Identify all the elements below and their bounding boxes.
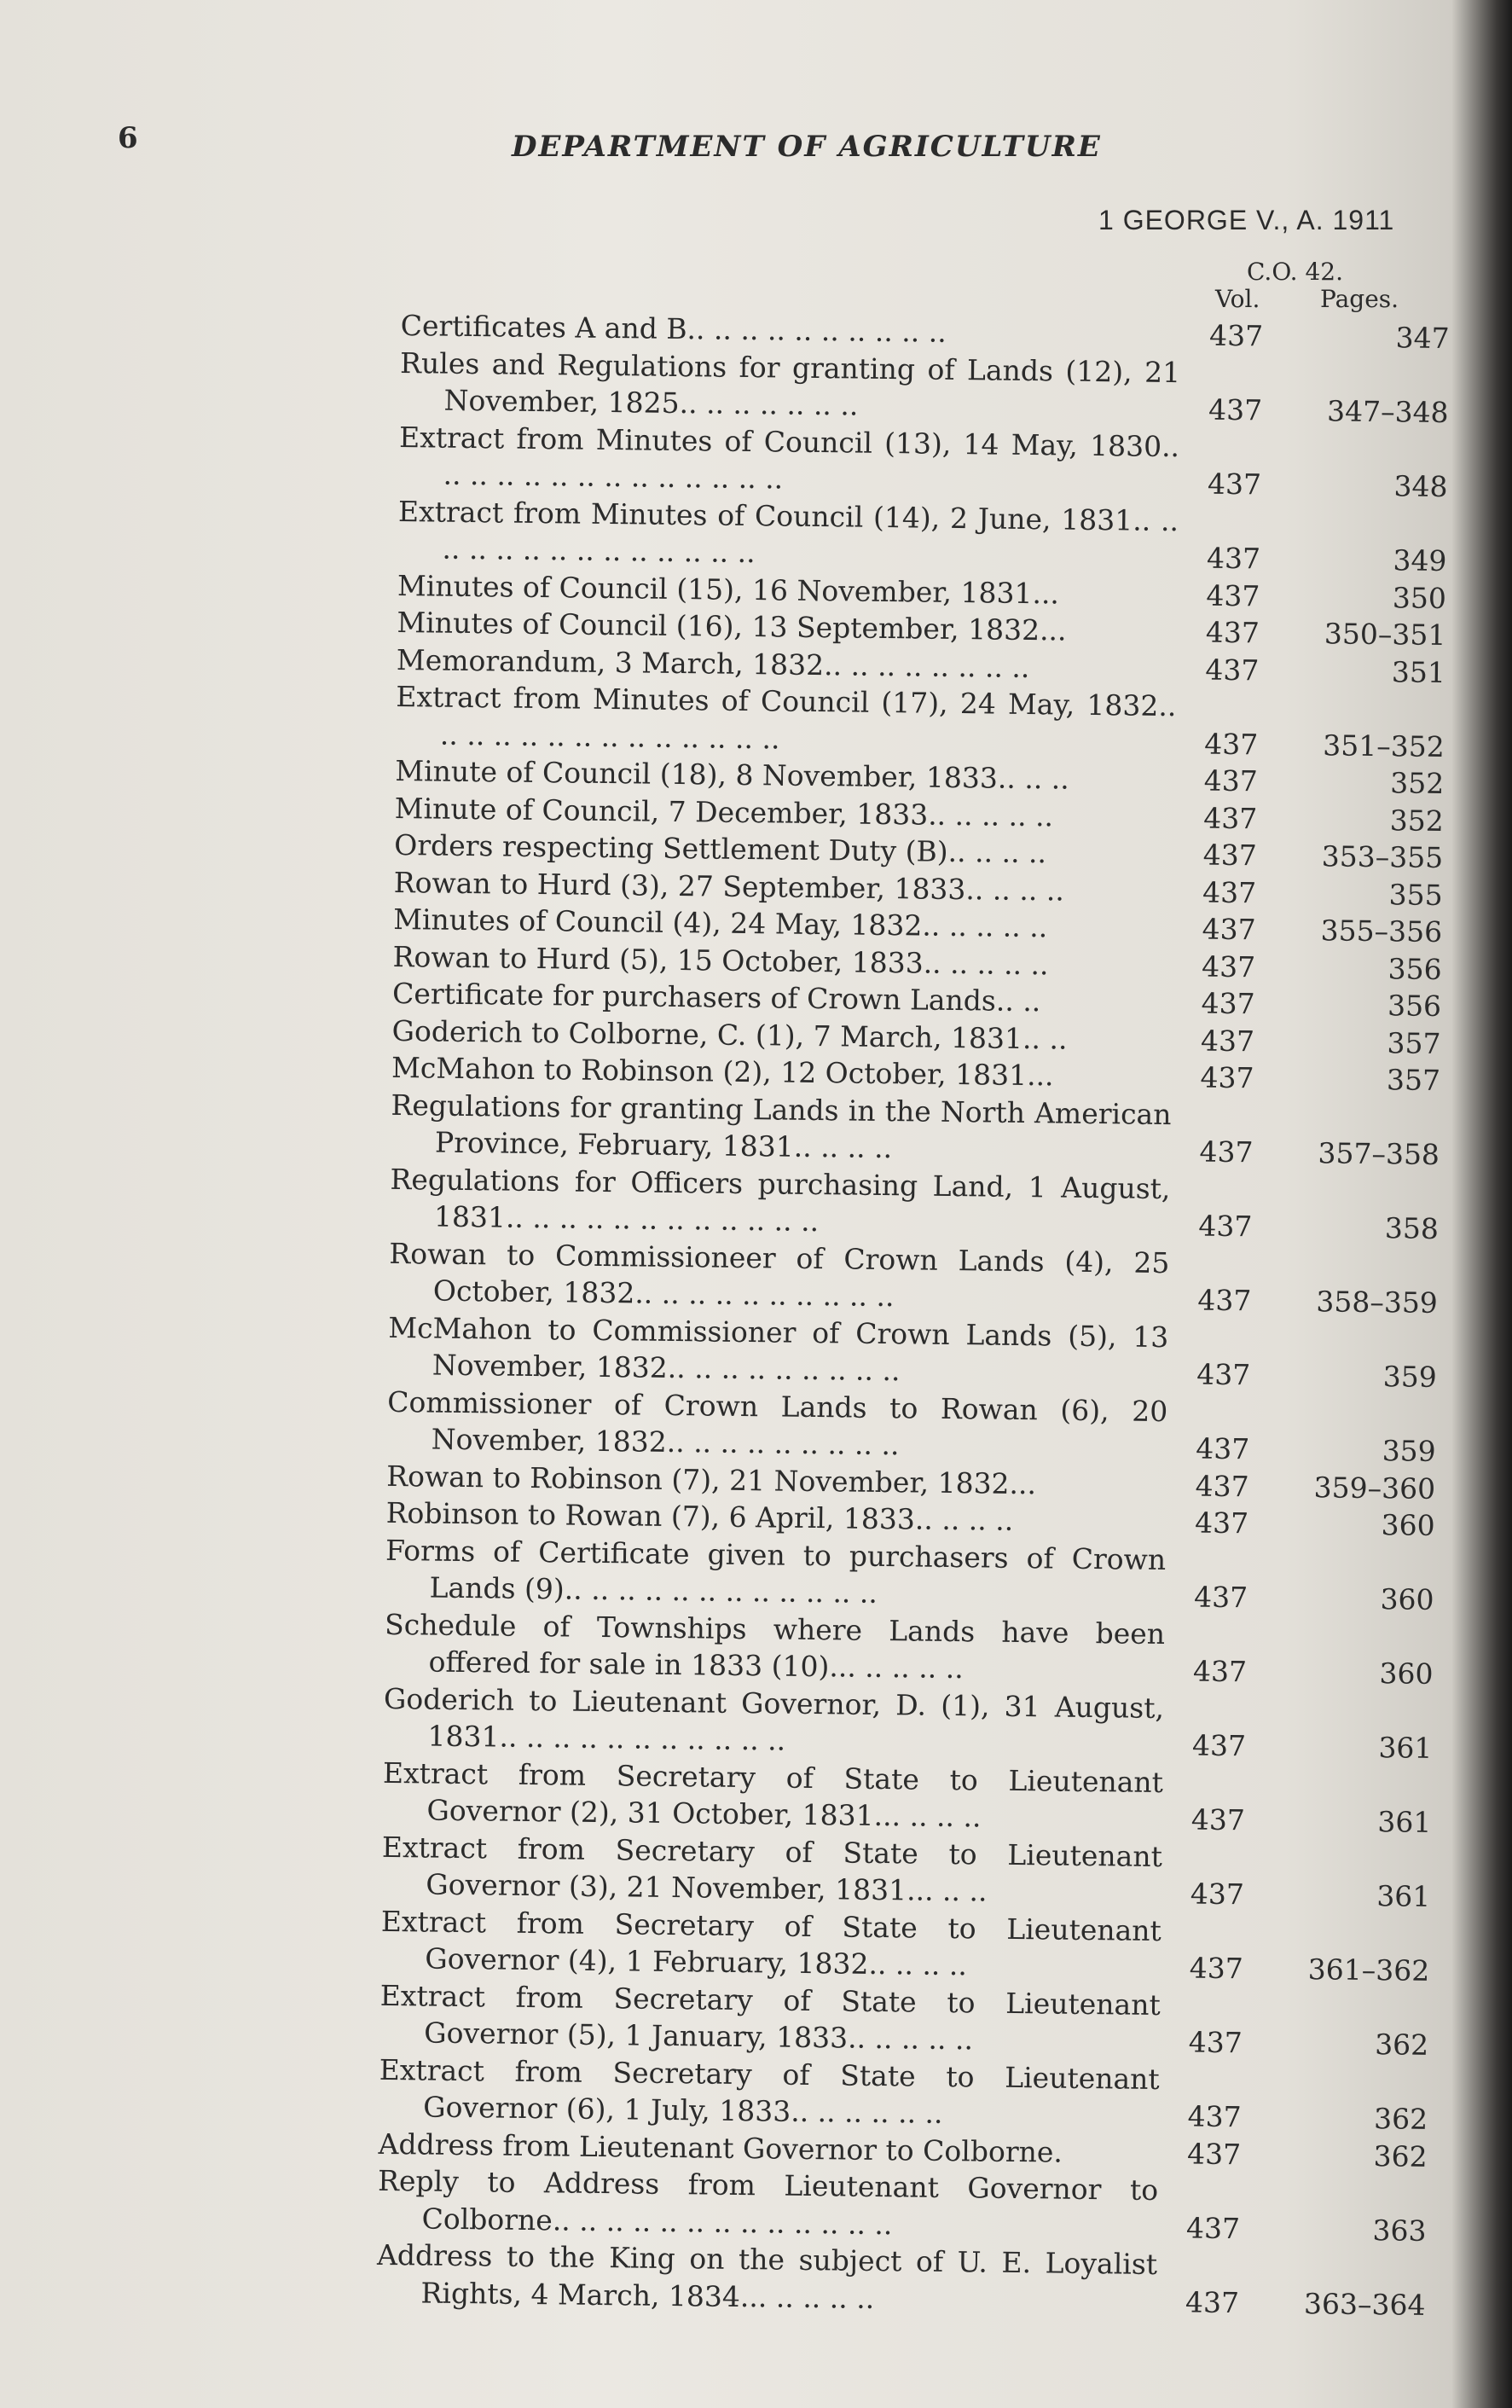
calendar-entries-list — [376, 307, 1450, 2324]
entry-title: Minute of Council, 7 December, 1833.. .. .. .. .. — [394, 791, 1054, 833]
entry-pages: 347 — [1395, 321, 1450, 356]
entry-pages: 361 — [1376, 1879, 1431, 1913]
entry-title: Minutes of Council (15), 16 November, 1831... — [397, 568, 1060, 610]
entry-volume: 437 — [1185, 2284, 1240, 2319]
list-item — [382, 1754, 1432, 1841]
entry-volume: 437 — [1205, 653, 1260, 687]
entry-volume: 437 — [1208, 392, 1263, 427]
entry-title: Goderich to Lieutenant Governor, D. (1), 31 August, 1831.. .. .. .. .. .. .. .. .. .. .. — [383, 1681, 1165, 1757]
entry-volume: 437 — [1201, 949, 1256, 984]
entry-title: Commissioner of Crown Lands to Rowan (6), 20 November, 1832.. .. .. .. .. .. .. .. .. — [387, 1384, 1168, 1462]
entry-volume: 437 — [1206, 541, 1261, 576]
entry-pages: 360 — [1381, 1508, 1435, 1542]
pages-column-heading: Pages. — [1320, 285, 1399, 313]
entry-title: Extract from Secretary of State to Lieutenant Governor (4), 1 February, 1832.. .. .. .. — [380, 1904, 1162, 1982]
entry-volume: 437 — [1197, 1283, 1252, 1318]
list-item — [384, 1605, 1434, 1692]
entry-volume: 437 — [1200, 1060, 1254, 1095]
entry-volume: 437 — [1205, 615, 1260, 650]
entry-pages: 361 — [1377, 1805, 1432, 1839]
entry-volume: 437 — [1195, 1431, 1250, 1466]
entry-pages: 358 — [1384, 1211, 1440, 1245]
vol-column-heading: Vol. — [1215, 285, 1260, 313]
entry-pages: 351 — [1391, 654, 1446, 689]
entry-title: Extract from Minutes of Council (13), 14 May, 1830.. .. .. .. .. .. .. .. .. .. .. .. .. .. — [398, 420, 1180, 496]
entry-pages: 356 — [1387, 951, 1442, 986]
entry-title: Rowan to Commissioneer of Crown Lands (4), 25 October, 1832.. .. .. .. .. .. .. .. .. .. — [389, 1236, 1170, 1314]
entry-pages: 348 — [1393, 469, 1448, 504]
entry-volume: 437 — [1200, 1024, 1255, 1058]
entry-title: McMahon to Commissioner of Crown Lands (5), 13 November, 1832.. .. .. .. .. .. .. .. .. — [388, 1310, 1169, 1388]
entry-volume: 437 — [1202, 912, 1256, 947]
entry-title: Certificate for purchasers of Crown Lands.. .. — [391, 976, 1041, 1018]
entry-title: Regulations for Officers purchasing Land, 1 August, 1831.. .. .. .. .. .. .. .. .. .. .. .. — [390, 1162, 1171, 1239]
entry-title: Address to the King on the subject of U. E. Loyalist Rights, 4 March, 1834... .. .. .. .. — [376, 2237, 1158, 2315]
entry-title: Rules and Regulations for granting of Lands (12), 21 November, 1825.. .. .. .. .. .. .. — [399, 345, 1181, 422]
entry-title: Extract from Minutes of Council (14), 2 June, 1831.. .. .. .. .. .. .. .. .. .. .. .. .. .. — [397, 494, 1179, 570]
list-item — [388, 1308, 1438, 1395]
entry-pages: 352 — [1390, 766, 1445, 800]
entry-volume: 437 — [1198, 1209, 1253, 1244]
entry-pages: 353–355 — [1321, 839, 1444, 874]
entry-volume: 437 — [1196, 1357, 1251, 1392]
entry-title: McMahon to Robinson (2), 12 October, 1831... — [391, 1050, 1054, 1093]
entry-title: Regulations for granting Lands in the North American Province, February, 1831.. .. .. .. — [391, 1088, 1172, 1165]
list-item — [377, 2162, 1427, 2249]
entry-pages: 361–362 — [1307, 1953, 1430, 1987]
entry-title: Extract from Secretary of State to Lieutenant Governor (2), 31 October, 1831... .. .. .. — [382, 1755, 1164, 1834]
entry-title: Goderich to Colborne, C. (1), 7 March, 1831.. .. — [391, 1013, 1068, 1056]
entry-title: Extract from Secretary of State to Lieutenant Governor (3), 21 November, 1831... .. .. — [381, 1830, 1163, 1908]
entry-volume: 437 — [1203, 801, 1258, 835]
entry-title: Extract from Minutes of Council (17), 24 May, 1832.. .. .. .. .. .. .. .. .. .. .. .. .. .. — [396, 679, 1177, 755]
entry-title: Extract from Secretary of State to Lieutenant Governor (5), 1 January, 1833.. .. .. .. .. — [379, 1978, 1161, 2057]
entry-pages: 359 — [1382, 1434, 1436, 1468]
entry-title: Address from Lieutenant Governor to Colborne. — [378, 2127, 1063, 2169]
entry-pages: 363–364 — [1303, 2286, 1426, 2322]
entry-pages: 359–360 — [1313, 1470, 1436, 1506]
list-item — [399, 344, 1449, 431]
entry-pages: 360 — [1380, 1582, 1434, 1616]
entry-title: Memorandum, 3 March, 1832.. .. .. .. .. .. .. .. — [396, 642, 1030, 684]
entry-pages: 359 — [1382, 1360, 1438, 1394]
list-item — [396, 678, 1445, 765]
entry-pages: 361 — [1378, 1731, 1433, 1765]
entry-title: Minutes of Council (16), 13 September, 1832... — [397, 605, 1067, 647]
entry-title: Robinson to Rowan (7), 6 April, 1833.. .. .. .. — [385, 1495, 1014, 1537]
list-item — [389, 1234, 1439, 1321]
entry-volume: 437 — [1206, 578, 1260, 612]
entry-pages: 350 — [1392, 580, 1447, 615]
entry-pages: 360 — [1379, 1657, 1434, 1691]
entry-pages: 362 — [1373, 2102, 1428, 2136]
entry-title: Rowan to Hurd (5), 15 October, 1833.. .. .. .. .. — [392, 939, 1049, 981]
entry-pages: 347–348 — [1326, 394, 1449, 430]
entry-volume: 437 — [1202, 875, 1257, 909]
entry-title: Rowan to Hurd (3), 27 September, 1833.. .. .. .. — [393, 865, 1065, 908]
list-item — [383, 1680, 1433, 1767]
session-reference: 1 GEORGE V., A. 1911 — [1098, 205, 1395, 235]
entry-title: Extract from Secretary of State to Lieutenant Governor (6), 1 July, 1833.. .. .. .. .. .. — [379, 2052, 1160, 2130]
entry-title: Forms of Certificate given to purchasers of Crown Lands (9).. .. .. .. .. .. .. .. .. .. .. .. — [385, 1533, 1167, 1610]
list-item — [390, 1160, 1440, 1247]
entry-volume: 437 — [1186, 2136, 1242, 2171]
entry-title: Minute of Council (18), 8 November, 1833.. .. .. — [395, 753, 1070, 796]
entry-title: Orders respecting Settlement Duty (B).. .. .. .. — [394, 827, 1047, 870]
list-item — [387, 1383, 1437, 1470]
list-item — [397, 492, 1447, 579]
entry-pages: 355 — [1388, 877, 1443, 912]
entry-volume: 437 — [1203, 763, 1259, 798]
entry-pages: 362 — [1374, 2028, 1429, 2062]
entry-volume: 437 — [1202, 838, 1257, 873]
list-item — [376, 2237, 1426, 2324]
entry-pages: 357 — [1387, 1025, 1441, 1060]
entry-pages: 357–358 — [1318, 1136, 1440, 1171]
running-title: DEPARTMENT OF AGRICULTURE — [512, 130, 1102, 164]
entry-pages: 356 — [1387, 989, 1442, 1023]
entry-title: Minutes of Council (4), 24 May, 1832.. .. .. .. .. — [392, 902, 1048, 944]
list-item — [381, 1828, 1431, 1915]
entry-pages: 355–356 — [1320, 914, 1443, 949]
entry-volume: 437 — [1208, 318, 1264, 353]
entry-volume: 437 — [1199, 1134, 1254, 1169]
page-number: 6 — [118, 121, 138, 155]
list-item — [385, 1531, 1434, 1618]
entry-volume: 437 — [1190, 1877, 1245, 1912]
entry-volume: 437 — [1195, 1468, 1249, 1503]
entry-pages: 357 — [1386, 1063, 1441, 1097]
series-heading: C.O. 42. — [1247, 258, 1343, 286]
entry-volume: 437 — [1191, 1728, 1247, 1763]
entry-volume: 437 — [1204, 727, 1259, 761]
entry-volume: 437 — [1201, 986, 1255, 1021]
entry-volume: 437 — [1194, 1506, 1249, 1541]
entry-volume: 437 — [1187, 2099, 1242, 2134]
entry-volume: 437 — [1193, 1580, 1248, 1615]
list-item — [391, 1086, 1440, 1173]
entry-pages: 350–351 — [1324, 617, 1446, 652]
entry-volume: 437 — [1192, 1654, 1248, 1689]
entry-volume: 437 — [1190, 1802, 1246, 1837]
list-item — [380, 1902, 1430, 1989]
list-item — [398, 418, 1448, 505]
entry-title: Rowan to Robinson (7), 21 November, 1832... — [386, 1459, 1037, 1500]
list-item — [379, 1976, 1429, 2063]
entry-pages: 352 — [1389, 803, 1444, 838]
entry-pages: 362 — [1373, 2138, 1428, 2173]
entry-pages: 358–359 — [1316, 1285, 1439, 1320]
entry-title: Schedule of Townships where Lands have been offered for sale in 1833 (10)... .. .. .. .. — [384, 1607, 1166, 1686]
entry-pages: 351–352 — [1323, 728, 1445, 763]
entry-volume: 437 — [1185, 2210, 1241, 2245]
entry-title: Reply to Address from Lieutenant Governor to Colborne.. .. .. .. .. .. .. .. .. .. .. .. .. — [377, 2163, 1159, 2241]
entry-volume: 437 — [1189, 1951, 1244, 1986]
entry-pages: 349 — [1393, 543, 1447, 578]
entry-volume: 437 — [1207, 467, 1262, 502]
entry-volume: 437 — [1188, 2025, 1243, 2060]
entry-title: Certificates A and B.. .. .. .. .. .. .. .. .. .. — [400, 308, 947, 349]
list-item — [379, 2051, 1428, 2138]
entry-pages: 363 — [1372, 2213, 1427, 2248]
